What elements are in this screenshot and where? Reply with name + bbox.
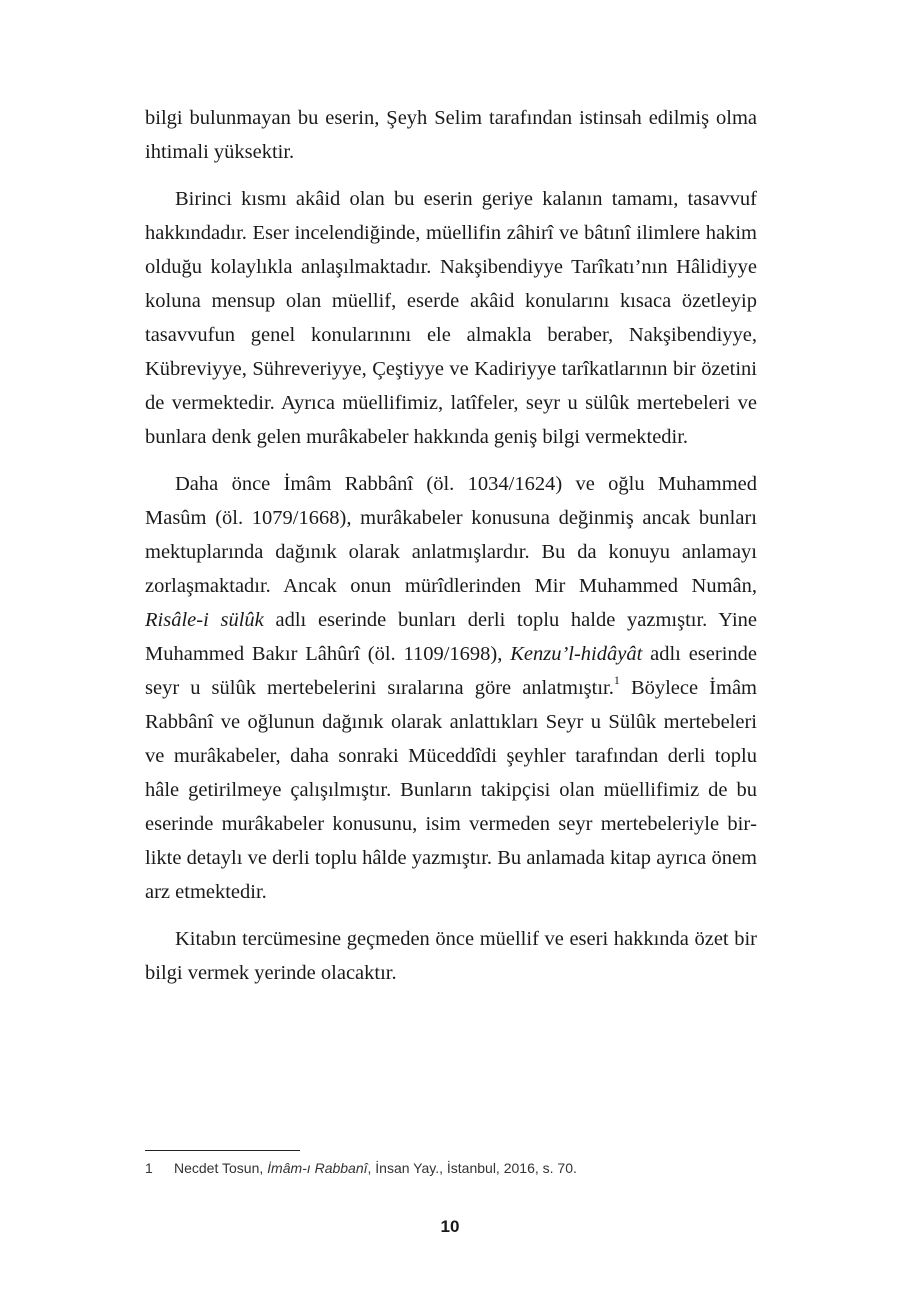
footnote-reference[interactable]: 1 [613, 673, 620, 688]
paragraph-3-text-f: Böylece İmâm Rabbânî ve oğlunun dağınık olarak anlattıkları Seyr u Sülûk mertebeleri ve murâkabeler, daha sonraki Müceddîdi şeyhler tarafından derli toplu hâle getirilmeye çalışılmıştır. Bunların takipçisi olan müellifimiz de bu eserinde murâkabeler konusunu, isim vermeden seyr mertebeleriyle birlikte detaylı ve derli toplu hâlde yazmıştır. Bu anlamada kitap ayrıca önem arz etmektedir. [145, 677, 757, 903]
paragraph-4-text: Kitabın tercümesine geçmeden önce müellif ve eseri hakkında özet bir bilgi vermek yerinde olacaktır. [145, 928, 757, 984]
footnote-publication: , İnsan Yay., İstanbul, 2016, s. 70. [367, 1160, 577, 1176]
paragraph-4 [145, 922, 757, 990]
footnote-text [174, 1158, 577, 1178]
work-title-kenzul: Kenzu’l-hidâyât [510, 643, 643, 665]
footnote-author: Necdet Tosun, [174, 1160, 268, 1176]
footnote-title: İmâm-ı Rabbanî [267, 1160, 368, 1176]
footnote-separator [145, 1150, 300, 1151]
footnote-number: 1 [145, 1160, 153, 1176]
footnote-1 [145, 1158, 757, 1178]
footnotes [145, 1158, 757, 1178]
work-title-risale: Risâle-i sülûk [145, 609, 264, 631]
paragraph-3-text-a: Daha önce İmâm Rabbânî (öl. 1034/1624) ve oğlu Muhammed Masûm (öl. 1079/1668), murâkabeler konusuna değinmiş ancak bunları mektuplarında dağınık olarak anlatmışlardır. Bu da konuyu anlamayı zorlaşmaktadır. Ancak onun mürîdlerinden Mir Muhammed Numân, [145, 473, 757, 597]
paragraph-3-text-c: adlı eserinde bunları derli toplu halde yazmıştır. Yine Muhammed Bakır Lâhûrî (öl. 1109/1698), [145, 609, 757, 665]
paragraph-1 [145, 101, 757, 169]
paragraph-1-text: bilgi bulunmayan bu eserin, Şeyh Selim tarafından istinsah edilmiş olma ihtimali yüksektir. [145, 107, 757, 163]
paragraph-2 [145, 182, 757, 454]
paragraph-3 [145, 467, 757, 909]
paragraph-2-text: Birinci kısmı akâid olan bu eserin geriye kalanın tamamı, tasavvuf hakkındadır. Eser incelendiğinde, müellifin zâhirî ve bâtınî ilimlere hakim olduğu kolaylıkla anlaşılmaktadır. Nakşibendiyye Tarîkatı’nın Hâlidiyye koluna mensup olan müellif, eserde akâid konularını kısaca özetleyip tasavvufun genel konularınını ele almakla beraber, Nakşibendiyye, Kübreviyye, Sühreveriyye, Çeştiyye ve Kadiriyye tarîkatlarının bir özetini de vermektedir. Ayrıca müellifimiz, latîfeler, seyr u sülûk mertebeleri ve bunlara denk gelen murâkabeler hakkında geniş bilgi vermektedir. [145, 188, 757, 448]
body-text [145, 101, 757, 990]
page-number: 10 [440, 1217, 460, 1236]
paragraph-3-text-e: adlı eserinde seyr u sülûk mertebelerini sıralarına göre anlatmıştır. [145, 643, 757, 699]
